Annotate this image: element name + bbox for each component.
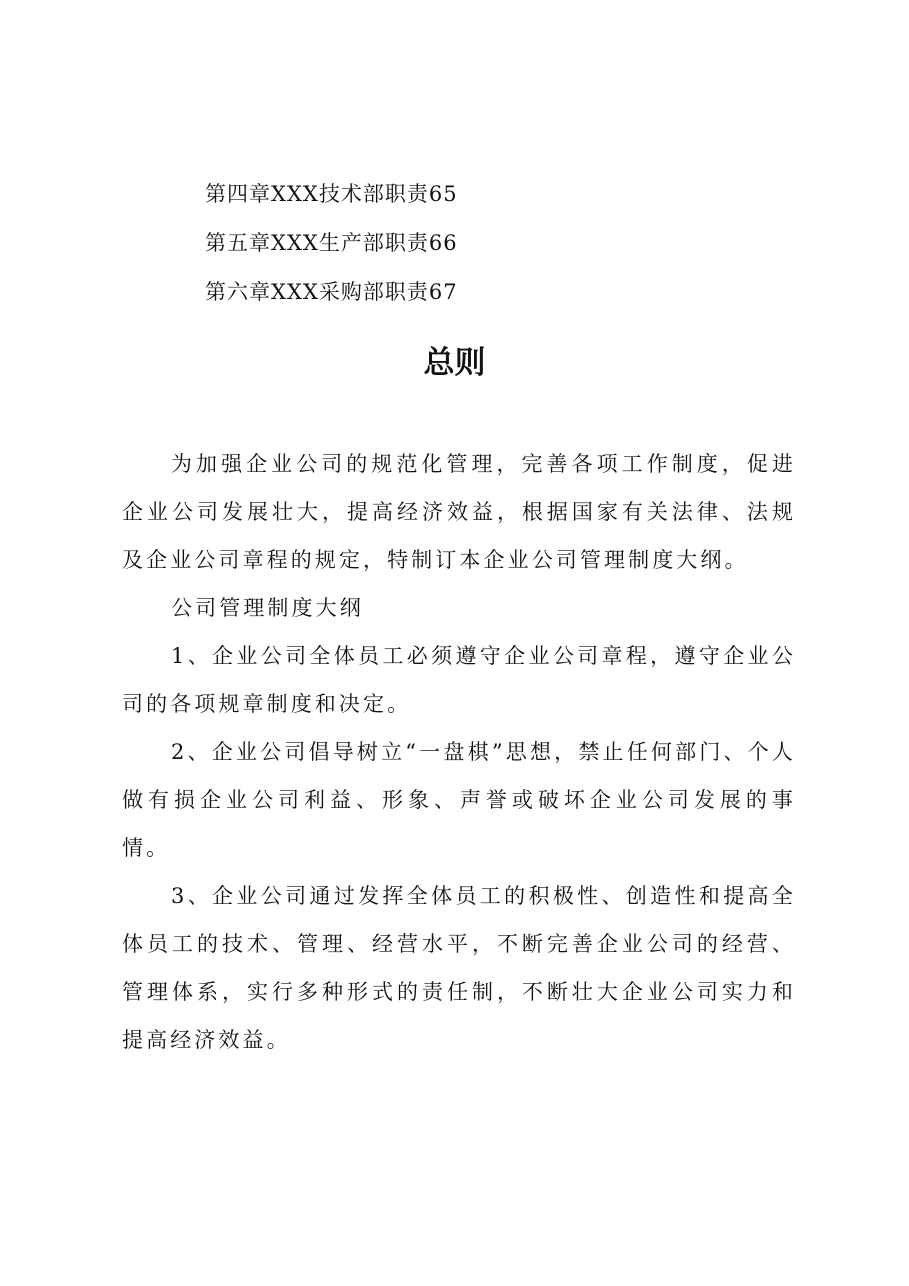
clause-1: 1、企业公司全体员工必须遵守企业公司章程，遵守企业公司的各项规章制度和决定。 [122,644,796,716]
clause-2: 2、企业公司倡导树立“一盘棋”思想，禁止任何部门、个人做有损企业公司利益、形象、声誉或破坏企业公司发展的事情。 [122,740,796,860]
toc-entry-chapter-4: 第四章XXX技术部职责65 [205,182,458,206]
intro-paragraph: 为加强企业公司的规范化管理，完善各项工作制度，促进企业公司发展壮大，提高经济效益，根据国家有关法律、法规及企业公司章程的规定，特制订本企业公司管理制度大纲。 [122,452,796,572]
table-of-contents [205,170,458,317]
toc-entry-chapter-6: 第六章XXX采购部职责67 [205,280,458,304]
outline-heading: 公司管理制度大纲 [171,596,364,620]
section-title: 总则 [423,345,486,381]
clause-3: 3、企业公司通过发挥全体员工的积极性、创造性和提高全体员工的技术、管理、经营水平，不断完善企业公司的经营、管理体系，实行多种形式的责任制，不断壮大企业公司实力和提高经济效益。 [122,884,796,1052]
toc-entry-chapter-5: 第五章XXX生产部职责66 [205,231,458,255]
document-body [122,440,796,1064]
